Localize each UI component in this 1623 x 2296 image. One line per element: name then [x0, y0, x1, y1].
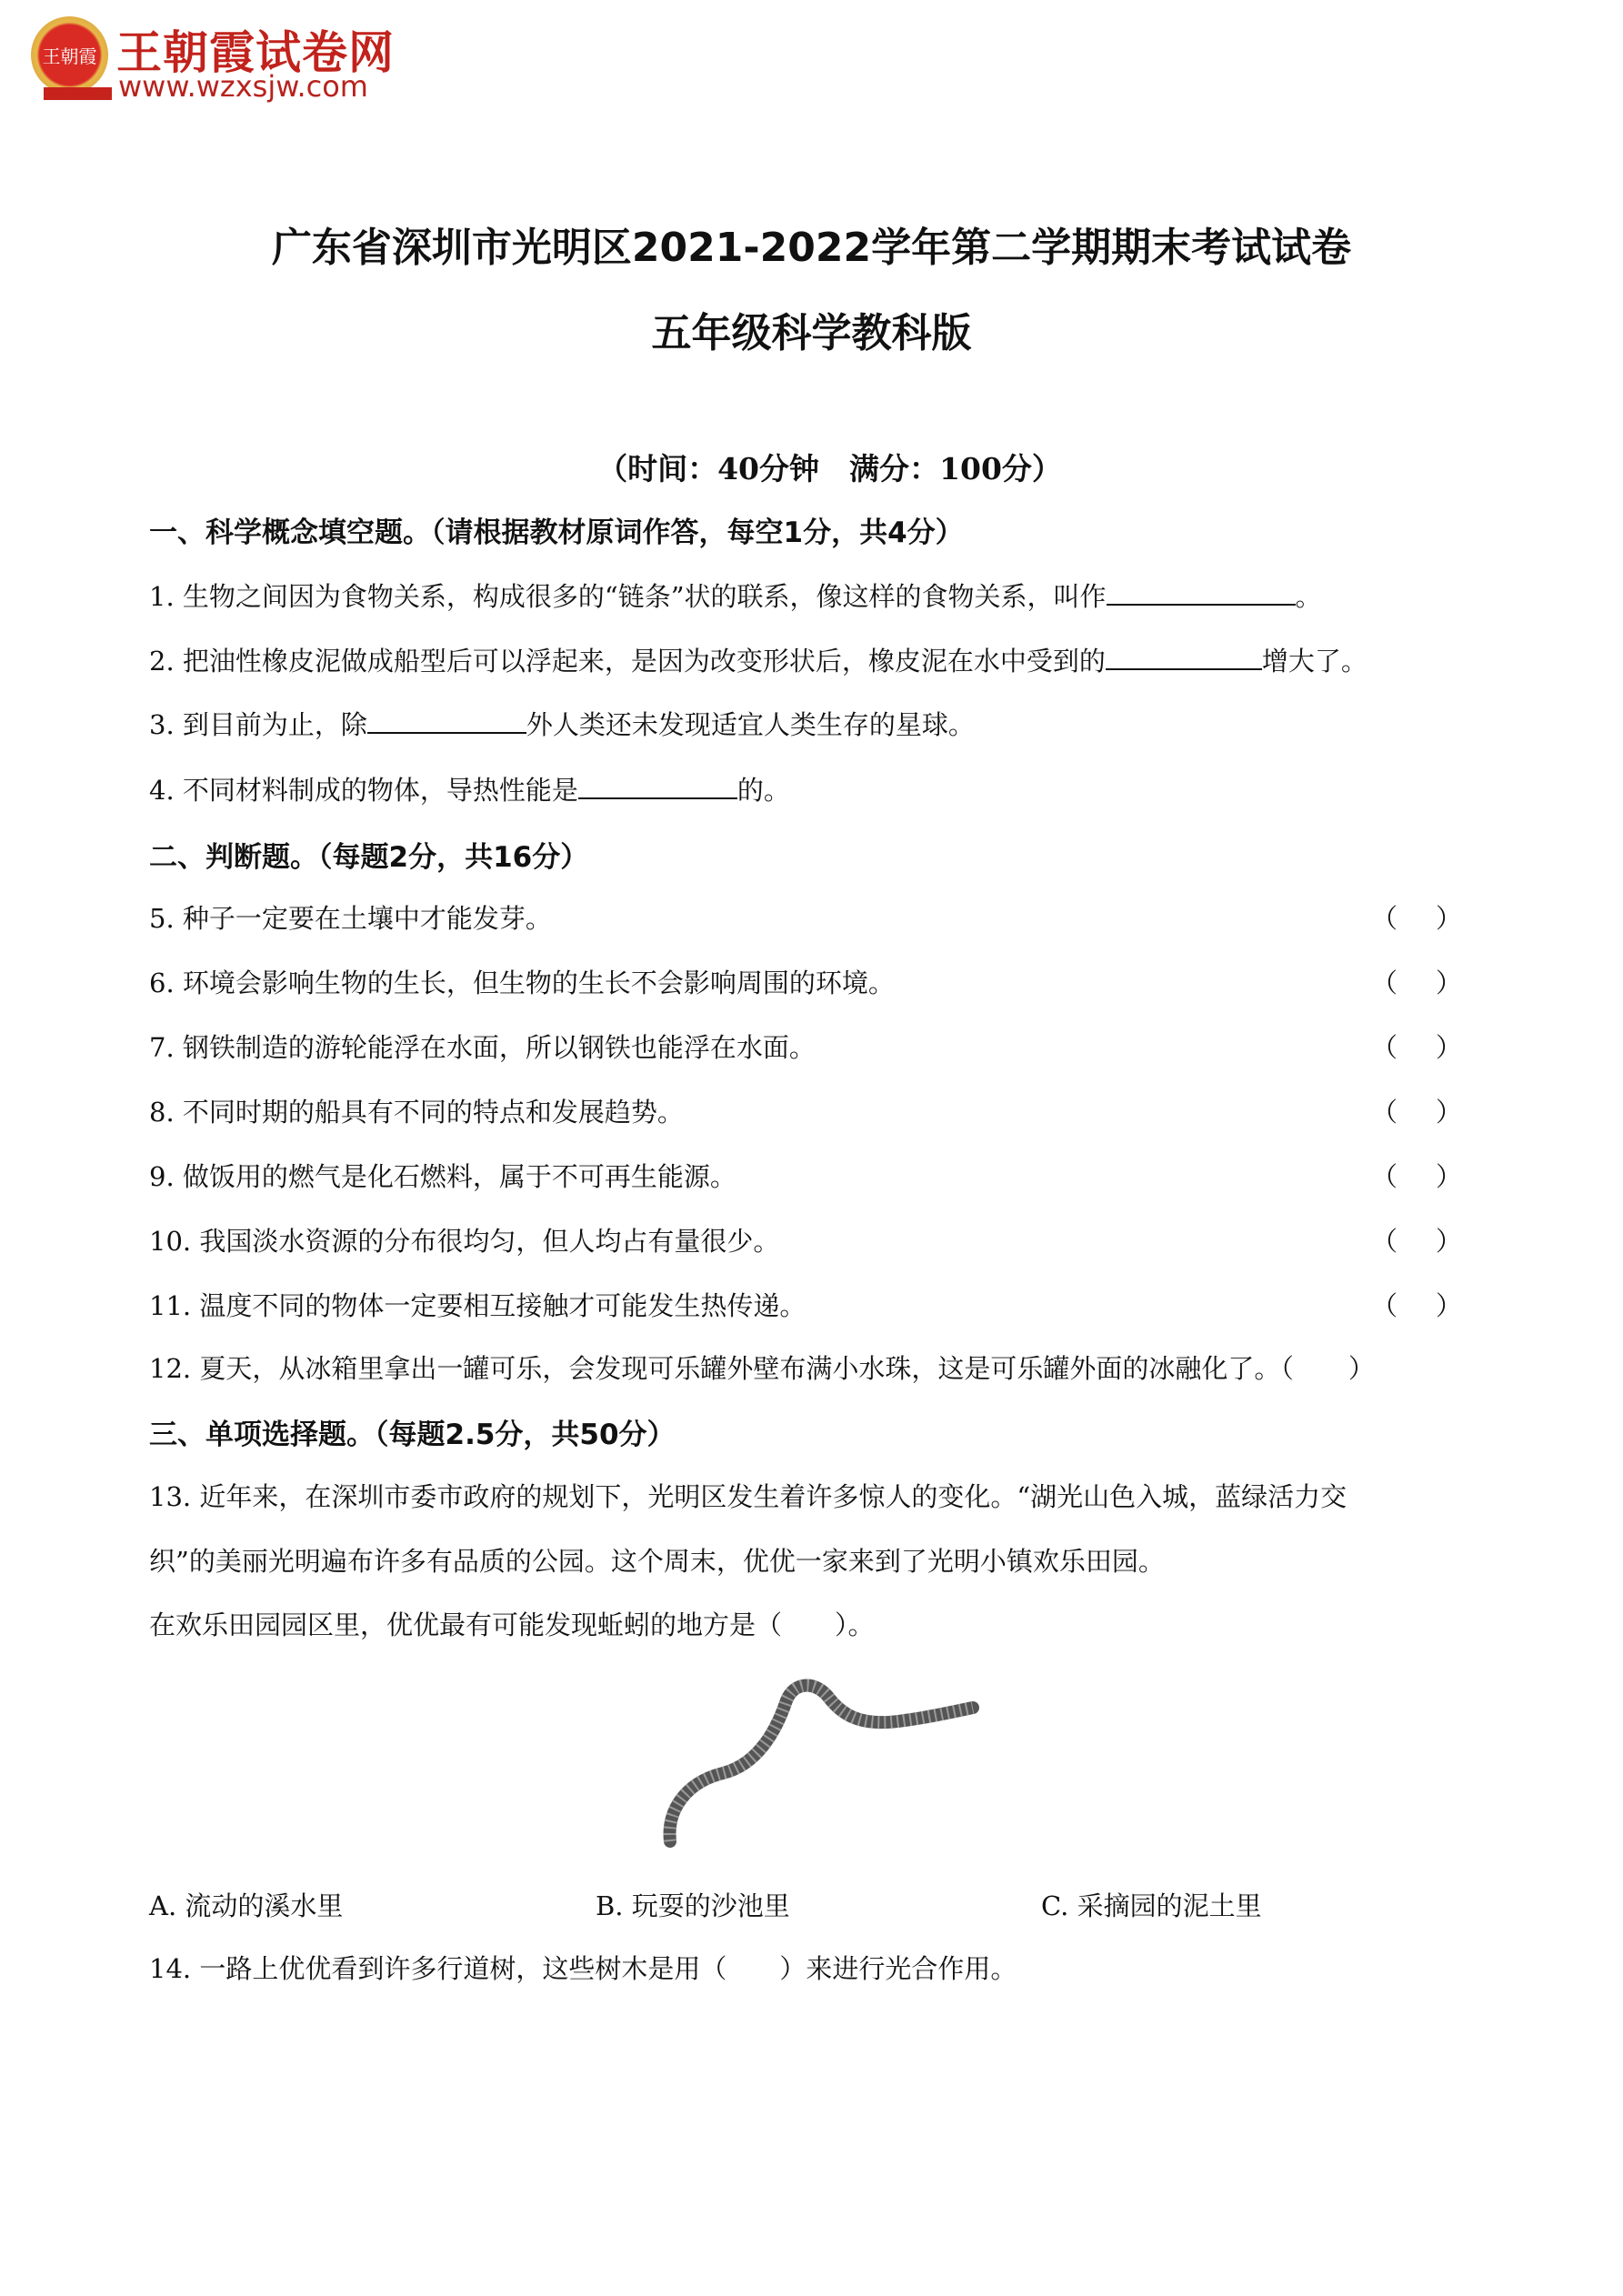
- true-false-question: 10. 我国淡水资源的分布很均匀，但人均占有量很少。: [149, 1226, 780, 1257]
- question-14: 14. 一路上优优看到许多行道树，这些树木是用（ ）来进行光合作用。: [149, 1953, 1017, 1984]
- answer-blank[interactable]: [367, 707, 526, 734]
- earthworm-image: [650, 1673, 987, 1855]
- exam-meta: （时间：40分钟 满分：100分）: [597, 451, 1062, 486]
- answer-parentheses[interactable]: （ ）: [1371, 968, 1462, 998]
- brand-url: www.wzxsjw.com: [118, 69, 368, 104]
- option-c[interactable]: C. 采摘园的泥土里: [1041, 1890, 1262, 1921]
- section3-heading: 三、单项选择题。（每题2.5分，共50分）: [149, 1419, 676, 1451]
- question-13-line3: 在欢乐田园园区里，优优最有可能发现蚯蚓的地方是（ ）。: [149, 1609, 875, 1640]
- answer-parentheses[interactable]: （ ）: [1371, 903, 1462, 934]
- question-13-line1: 13. 近年来，在深圳市委市政府的规划下，光明区发生着许多惊人的变化。“湖光山色入城，蓝绿活力交: [149, 1481, 1347, 1512]
- question-12: 12. 夏天，从冰箱里拿出一罐可乐，会发现可乐罐外壁布满小水珠，这是可乐罐外面的冰融化了。（ ）: [149, 1353, 1375, 1384]
- answer-parentheses[interactable]: （ ）: [1371, 1097, 1462, 1128]
- question-4: 4. 不同材料制成的物体，导热性能是 的。: [149, 770, 790, 807]
- option-a[interactable]: A. 流动的溪水里: [149, 1890, 344, 1921]
- option-b[interactable]: B. 玩耍的沙池里: [596, 1890, 790, 1921]
- true-false-question: 11. 温度不同的物体一定要相互接触才可能发生热传递。: [149, 1290, 806, 1321]
- question-3: 3. 到目前为止，除 外人类还未发现适宜人类生存的星球。: [149, 705, 975, 742]
- answer-blank[interactable]: [578, 772, 737, 799]
- question-2: 2. 把油性橡皮泥做成船型后可以浮起来，是因为改变形状后，橡皮泥在水中受到的 增大了。: [149, 641, 1368, 678]
- answer-parentheses[interactable]: （ ）: [1371, 1226, 1462, 1257]
- exam-title: 广东省深圳市光明区2021-2022学年第二学期期末考试试卷: [271, 225, 1352, 271]
- true-false-question: 6. 环境会影响生物的生长，但生物的生长不会影响周围的环境。: [149, 968, 895, 998]
- badge-text: 王朝霞: [42, 45, 97, 67]
- section1-heading: 一、科学概念填空题。（请根据教材原词作答，每空1分，共4分）: [149, 516, 964, 549]
- section2-heading: 二、判断题。（每题2分，共16分）: [149, 841, 589, 874]
- exam-subtitle: 五年级科学教科版: [651, 310, 972, 356]
- brand-name: 王朝霞试卷网: [116, 26, 395, 79]
- question-1: 1. 生物之间因为食物关系，构成很多的“链条”状的联系，像这样的食物关系，叫作 。: [149, 577, 1322, 614]
- site-logo: [25, 7, 416, 103]
- answer-blank[interactable]: [1106, 643, 1262, 670]
- answer-parentheses[interactable]: （ ）: [1371, 1032, 1462, 1063]
- badge-emblem: [31, 16, 108, 94]
- true-false-question: 8. 不同时期的船具有不同的特点和发展趋势。: [149, 1097, 684, 1128]
- answer-parentheses[interactable]: （ ）: [1371, 1290, 1462, 1321]
- answer-parentheses[interactable]: （ ）: [1371, 1161, 1462, 1192]
- true-false-question: 9. 做饭用的燃气是化石燃料，属于不可再生能源。: [149, 1161, 736, 1192]
- true-false-question: 7. 钢铁制造的游轮能浮在水面，所以钢铁也能浮在水面。: [149, 1032, 816, 1063]
- answer-blank[interactable]: [1107, 578, 1296, 606]
- ribbon: [44, 87, 112, 100]
- true-false-question: 5. 种子一定要在土壤中才能发芽。: [149, 903, 552, 934]
- question-13-line2: 织”的美丽光明遍布许多有品质的公园。这个周末，优优一家来到了光明小镇欢乐田园。: [149, 1546, 1165, 1577]
